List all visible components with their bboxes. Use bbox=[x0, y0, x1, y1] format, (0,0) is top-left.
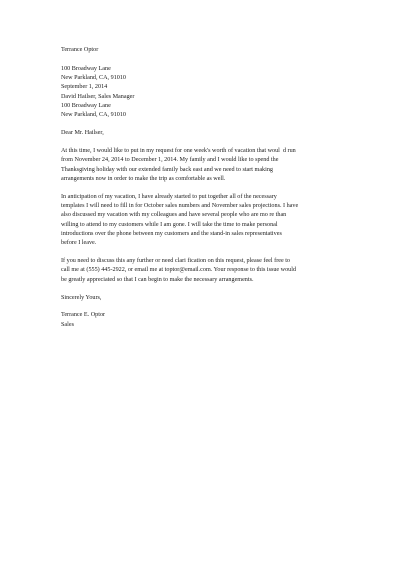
paragraph-line: call me at (555) 445-2922, or email me at toptor@email.com. Your response to this issue would bbox=[61, 267, 297, 274]
sender-street: 100 Broadway Lane bbox=[61, 65, 111, 72]
recipient-street: 100 Broadway Lane bbox=[61, 103, 111, 110]
letter-date: September 1, 2014 bbox=[61, 84, 108, 91]
paragraph-3 bbox=[61, 257, 379, 285]
signature-title: Sales bbox=[61, 321, 74, 328]
recipient-city: New Parkland, CA, 91010 bbox=[61, 112, 126, 119]
closing: Sincerely Yours, bbox=[61, 294, 102, 301]
paragraph-1 bbox=[61, 147, 379, 184]
paragraph-line: Thanksgiving holiday with our extended family back east and we need to start making bbox=[61, 166, 273, 173]
paragraph-line: templates I will need to fill in for October sales numbers and November sales projections. I have bbox=[61, 203, 299, 210]
recipient-name-title: David Hailser, Sales Manager bbox=[61, 93, 135, 100]
paragraph-line: before I leave. bbox=[61, 240, 97, 247]
signature-block bbox=[61, 311, 379, 330]
signature-name: Terrance E. Optor bbox=[61, 312, 106, 319]
paragraph-line: from November 24, 2014 to December 1, 2014. My family and I would like to spend the bbox=[61, 157, 279, 164]
paragraph-line: arrangements now in order to make the trip as comfortable as well. bbox=[61, 175, 226, 182]
paragraph-line: be greatly appreciated so that I can begin to make the necessary arrangements. bbox=[61, 276, 254, 283]
paragraph-2 bbox=[61, 193, 379, 249]
letter-body bbox=[61, 46, 379, 330]
paragraph-line: introductions over the phone between my customers and the stand-in sales representatives bbox=[61, 231, 282, 238]
sender-name: Terrance Optor bbox=[61, 47, 99, 53]
paragraph-line: also discussed my vacation with my colleagues and have several people who are mo re than bbox=[61, 212, 287, 219]
sender-address bbox=[61, 46, 379, 93]
recipient-address bbox=[61, 93, 379, 121]
paragraph-line: willing to attend to my customers while I am gone. I will take the time to make personal bbox=[61, 221, 278, 228]
paragraph-line: In anticipation of my vacation, I have already started to put together all of the necessary bbox=[61, 193, 277, 200]
sender-city: New Parkland, CA, 91010 bbox=[61, 75, 126, 82]
paragraph-line: If you need to discuss this any further or need clari fication on this request, please feel free to bbox=[61, 258, 290, 265]
salutation: Dear Mr. Hailser, bbox=[61, 130, 104, 137]
paragraph-line: At this time, I would like to put in my request for one week's worth of vacation that woul d run bbox=[61, 147, 296, 154]
